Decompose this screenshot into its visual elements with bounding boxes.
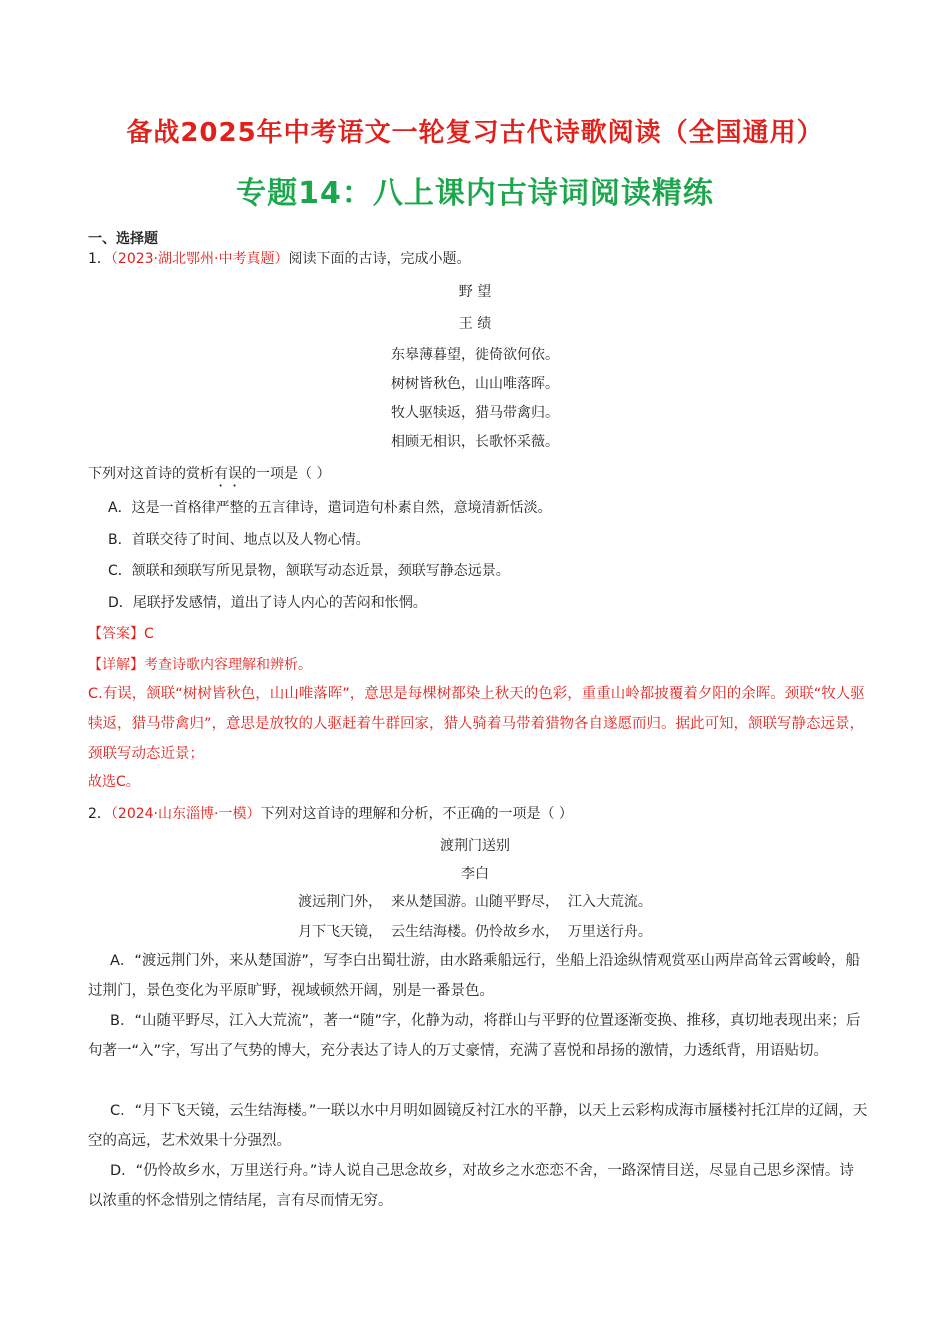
question-source: （2023·湖北鄂州·中考真题） <box>110 251 289 267</box>
poem-line: 东皋薄暮望，徙倚欲何依。 <box>391 347 559 363</box>
explanation-paragraph: C.有误，颔联“树树皆秋色，山山唯落晖”，意思是每棵树都染上秋天的色彩，重重山岭都披覆着夕阳的余晖。颈联“牧人驱犊返，猎马带禽归”，意思是放牧的人驱赶着牛群回家，猎人骑着马带着猎物各自遂愿而归。据此可知，颔联写静态远景，颈联写动态近景； <box>88 686 865 762</box>
document-title: 备战2025年中考语文一轮复习古代诗歌阅读（全国通用） <box>126 118 824 148</box>
option-b: B．“山随平野尽，江入大荒流”，著一“随”字，化静为动，将群山与平野的位置逐渐变换、推移，真切地表现出来；后句著一“入”字，写出了气势的博大，充分表达了诗人的万丈豪情，充满了喜悦和昂扬的激情，力透纸背，用语贴切。 <box>88 1013 861 1059</box>
detail-text: 考查诗歌内容理解和辨析。 <box>144 657 312 673</box>
poem-line: 月下飞天镜， 云生结海楼。仍怜故乡水， 万里送行舟。 <box>298 924 652 940</box>
question-1-stem <box>88 464 330 490</box>
poem-line: 树树皆秋色，山山唯落晖。 <box>391 376 559 392</box>
answer-line <box>88 624 154 644</box>
question-prompt: 阅读下面的古诗，完成小题。 <box>288 251 471 267</box>
option-d: D．尾联抒发感情，道出了诗人内心的苦闷和怅惘。 <box>108 595 427 611</box>
poem-title: 野 望 <box>458 284 492 300</box>
option-c: C．“月下飞天镜，云生结海楼。”一联以水中月明如圆镜反衬江水的平静，以天上云彩构成海市蜃楼衬托江岸的辽阔，天空的高远，艺术效果十分强烈。 <box>88 1103 868 1149</box>
stem-text: 下列对这首诗的赏析 <box>88 466 214 482</box>
section-heading: 一、选择题 <box>88 231 158 247</box>
stem-text: 的一项是（ ） <box>242 466 331 482</box>
conclusion-line: 故选C。 <box>88 774 140 790</box>
option-a: A．“渡远荆门外，来从楚国游”，写李白出蜀壮游，由水路乘船远行，坐船上沿途纵情观赏巫山两岸高耸云霄峻岭，船过荆门，景色变化为平原旷野，视域顿然开阔，别是一番景色。 <box>88 953 860 999</box>
poem-line: 渡远荆门外， 来从楚国游。山随平野尽， 江入大荒流。 <box>298 894 652 910</box>
question-1-header <box>88 249 470 269</box>
question-source: （2024·山东淄博·一模） <box>110 806 261 822</box>
poem-author: 李白 <box>461 866 489 882</box>
detail-line <box>88 655 312 675</box>
question-number: 1． <box>88 251 111 267</box>
question-number: 2． <box>88 806 111 822</box>
poem-title: 渡荆门送别 <box>440 838 510 854</box>
question-prompt: 下列对这首诗的理解和分析，不正确的一项是（ ） <box>260 806 573 822</box>
document-subtitle: 专题14：八上课内古诗词阅读精练 <box>236 176 714 211</box>
answer-label: 【答案】 <box>88 626 144 642</box>
poem-author: 王 绩 <box>458 316 492 332</box>
option-d: D．“仍怜故乡水，万里送行舟。”诗人说自己思念故乡，对故乡之水恋恋不舍，一路深情目送，尽显自己思乡深情。诗以浓重的怀念惜别之情结尾，言有尽而情无穷。 <box>88 1163 854 1209</box>
option-a: A．这是一首格律严整的五言律诗，遣词造句朴素自然，意境清新恬淡。 <box>108 500 552 516</box>
detail-label: 【详解】 <box>88 657 144 673</box>
stem-emphasis: 有误 <box>214 466 242 482</box>
option-b: B．首联交待了时间、地点以及人物心情。 <box>108 532 370 548</box>
option-c: C．颔联和颈联写所见景物，颔联写动态近景，颈联写静态远景。 <box>108 563 510 579</box>
poem-line: 相顾无相识，长歌怀采薇。 <box>391 434 559 450</box>
question-2-header <box>88 804 573 824</box>
answer-value: C <box>144 626 154 642</box>
poem-line: 牧人驱犊返，猎马带禽归。 <box>391 405 559 421</box>
